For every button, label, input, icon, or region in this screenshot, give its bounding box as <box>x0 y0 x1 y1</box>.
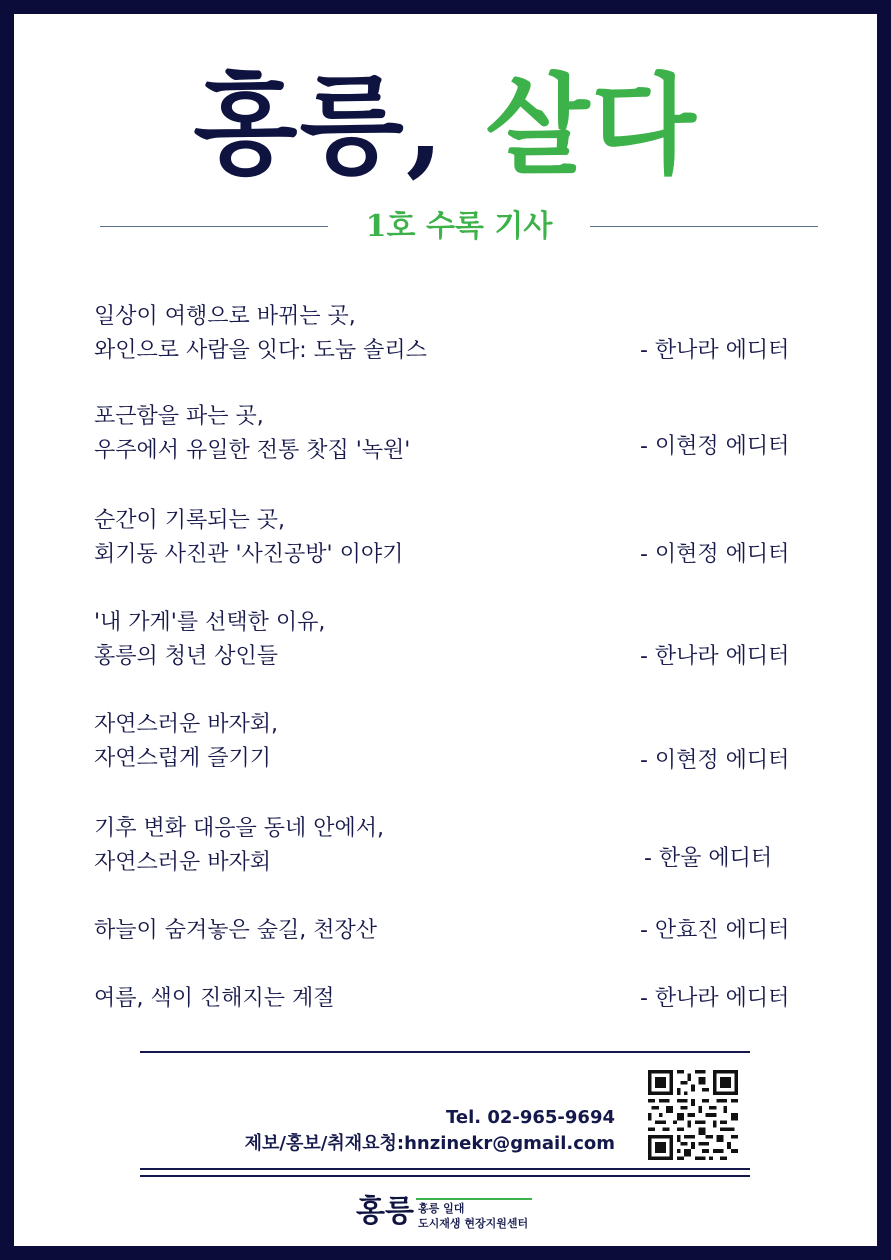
title-part2: 살다 <box>485 63 698 189</box>
article-line: 와인으로 사람을 잇다: 도눔 솔리스 <box>94 338 427 363</box>
center-logo <box>356 1190 546 1240</box>
article-line: 자연스럽게 즐기기 <box>94 746 272 771</box>
article-line: 회기동 사진관 '사진공방' 이야기 <box>94 542 404 567</box>
qr-code-icon[interactable] <box>648 1070 738 1160</box>
article-line: 순간이 기록되는 곳, <box>94 508 285 533</box>
poster-title <box>14 56 877 196</box>
subtitle-rule-left <box>100 226 328 227</box>
article-editor: - 한나라 에디터 <box>640 644 790 669</box>
article-line: 여름, 색이 진해지는 계절 <box>94 986 335 1011</box>
article-line: '내 가게'를 선택한 이유, <box>94 610 326 635</box>
logo-text-line1: 홍릉 일대 <box>418 1202 465 1215</box>
footer-divider-top <box>140 1051 750 1053</box>
poster-sheet <box>14 14 877 1246</box>
article-line: 자연스러운 바자회, <box>94 712 279 737</box>
article-editor: - 한울 에디터 <box>644 846 773 871</box>
article-line: 우주에서 유일한 전통 찻집 '녹원' <box>94 438 411 463</box>
footer-divider-bottom-1 <box>140 1168 750 1170</box>
article-editor: - 한나라 에디터 <box>640 986 790 1011</box>
article-editor: - 이현정 에디터 <box>640 748 790 773</box>
title-part1: 홍릉 <box>193 63 406 189</box>
logo-accent-bar <box>416 1198 532 1200</box>
article-editor: - 이현정 에디터 <box>640 434 790 459</box>
subtitle: 1호 수록 기사 <box>365 209 553 244</box>
subtitle-rule-right <box>590 226 818 227</box>
title-comma: , <box>405 63 446 189</box>
article-line: 자연스러운 바자회 <box>94 850 272 875</box>
article-editor: - 안효진 에디터 <box>640 918 790 943</box>
footer-tel: Tel. 02-965-9694 <box>445 1107 615 1128</box>
article-line: 일상이 여행으로 바뀌는 곳, <box>94 304 356 329</box>
logo-text-line2: 도시재생 현장지원센터 <box>418 1217 529 1230</box>
article-line: 홍릉의 청년 상인들 <box>94 644 279 669</box>
article-line: 포근함을 파는 곳, <box>94 404 264 429</box>
logo-mark: 홍릉 <box>356 1194 414 1229</box>
article-line: 하늘이 숨겨놓은 숲길, 천장산 <box>94 918 377 943</box>
article-line: 기후 변화 대응을 동네 안에서, <box>94 816 384 841</box>
footer-divider-bottom-2 <box>140 1175 750 1177</box>
footer-contact: 제보/홍보/취재요청:hnzinekr@gmail.com <box>244 1133 615 1154</box>
article-editor: - 한나라 에디터 <box>640 338 790 363</box>
article-editor: - 이현정 에디터 <box>640 542 790 567</box>
